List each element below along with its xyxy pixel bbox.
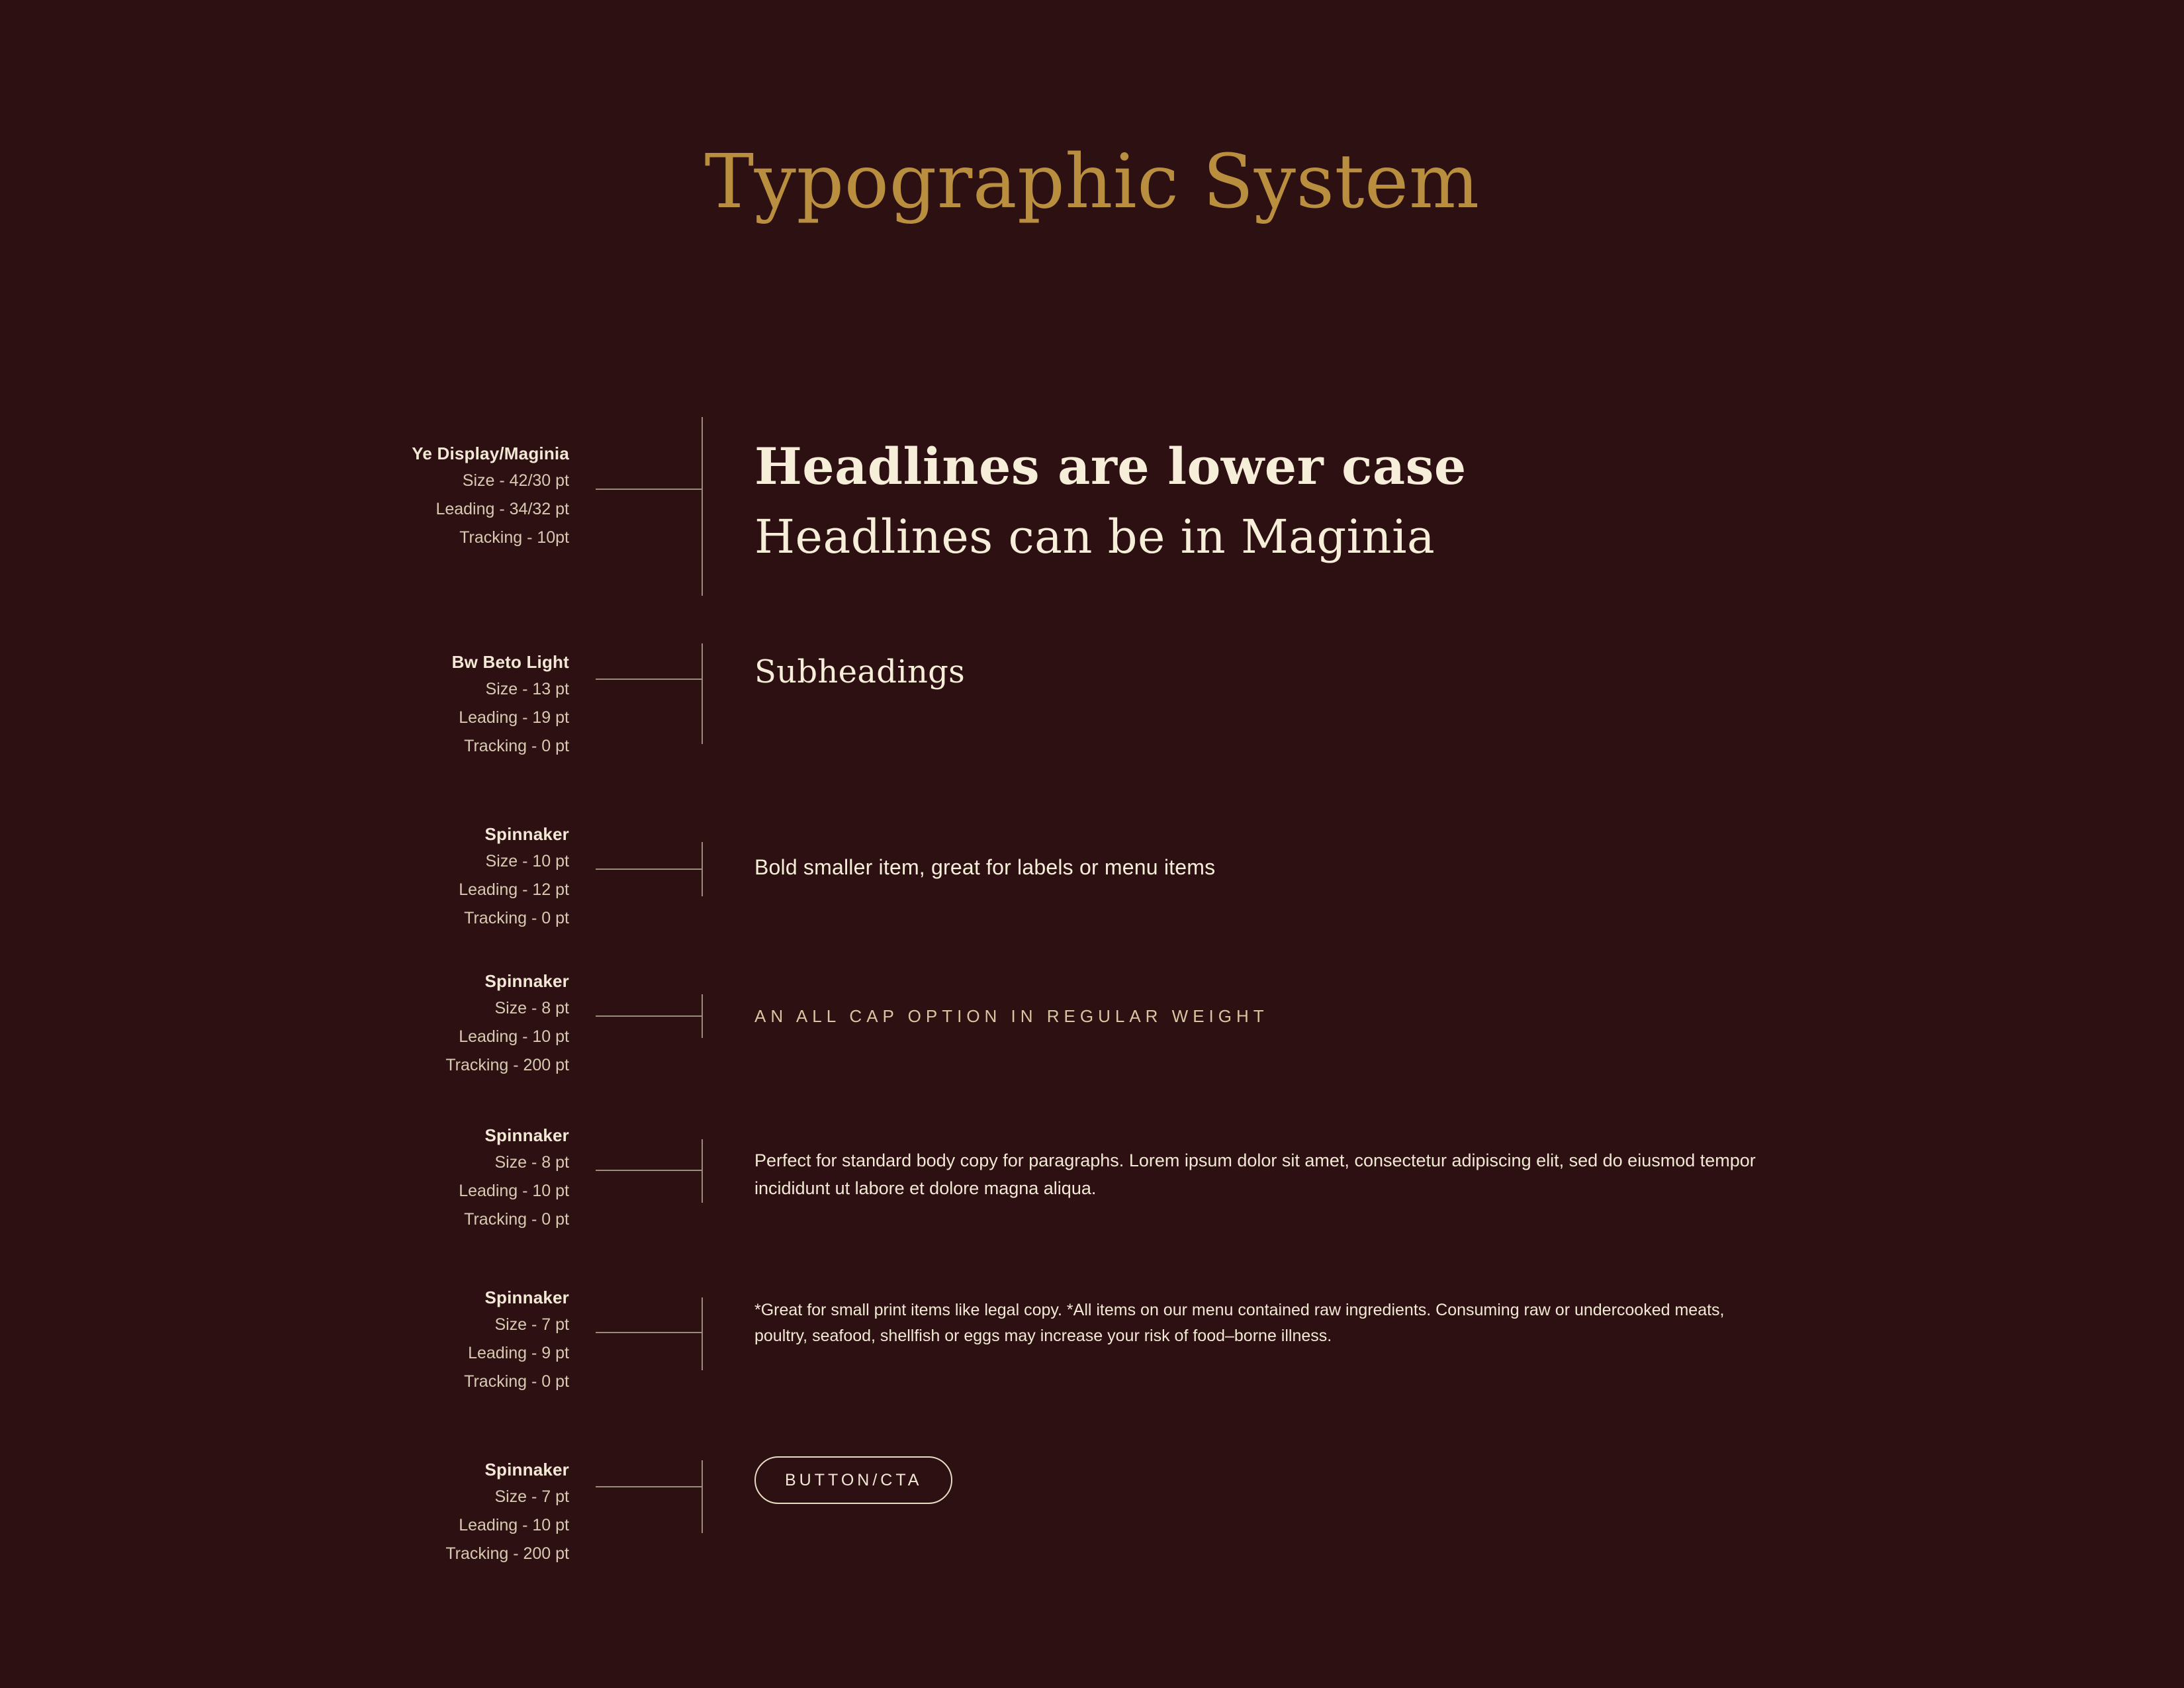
spec-leading: Leading - 10 pt	[459, 1027, 569, 1047]
sample-group	[754, 821, 1840, 880]
sample-group	[754, 437, 1840, 564]
sample-label-text: Bold smaller item, great for labels or menu items	[754, 855, 1216, 879]
sample-headline-maginia: Headlines can be in Maginia	[754, 509, 1435, 564]
spec-size: Size - 10 pt	[485, 852, 569, 871]
page-title: Typographic System	[704, 139, 1480, 225]
spec-block	[318, 968, 569, 1080]
spec-block	[318, 649, 569, 761]
sample-group	[754, 968, 1840, 1027]
sample-group	[754, 1284, 1840, 1349]
sample-allcaps-text: AN ALL CAP OPTION IN REGULAR WEIGHT	[754, 1006, 1269, 1026]
sample-group	[754, 649, 1840, 690]
spec-size: Size - 8 pt	[494, 1153, 569, 1172]
spec-size: Size - 8 pt	[494, 999, 569, 1018]
spec-font-name: Bw Beto Light	[451, 652, 569, 672]
spec-font-name: Spinnaker	[484, 971, 569, 991]
sample-subheading: Subheadings	[754, 653, 966, 690]
spec-leading: Leading - 19 pt	[459, 708, 569, 727]
sample-group	[754, 1122, 1840, 1203]
spec-font-name: Spinnaker	[484, 1288, 569, 1307]
spec-tracking: Tracking - 200 pt	[445, 1056, 569, 1075]
spec-font-name: Spinnaker	[484, 1125, 569, 1145]
spec-font-name: Spinnaker	[484, 824, 569, 844]
spec-block	[318, 821, 569, 933]
spec-leading: Leading - 10 pt	[459, 1516, 569, 1535]
spec-block	[318, 1456, 569, 1568]
spec-tracking: Tracking - 10pt	[459, 528, 569, 547]
spec-tracking: Tracking - 0 pt	[464, 909, 569, 928]
spec-tracking: Tracking - 200 pt	[445, 1544, 569, 1564]
spec-leading: Leading - 9 pt	[468, 1344, 569, 1363]
spec-size: Size - 42/30 pt	[462, 471, 569, 491]
spec-font-name: Ye Display/Maginia	[412, 444, 569, 463]
spec-leading: Leading - 12 pt	[459, 880, 569, 900]
spec-block	[318, 1284, 569, 1396]
button-cta[interactable]: BUTTON/CTA	[754, 1456, 952, 1504]
spec-font-name: Spinnaker	[484, 1460, 569, 1479]
spec-block	[318, 1122, 569, 1234]
spec-leading: Leading - 10 pt	[459, 1182, 569, 1201]
spec-size: Size - 13 pt	[485, 680, 569, 699]
spec-tracking: Tracking - 0 pt	[464, 1372, 569, 1391]
spec-size: Size - 7 pt	[494, 1487, 569, 1507]
sample-body-text: Perfect for standard body copy for paragraphs. Lorem ipsum dolor sit amet, consectetur adipiscing elit, sed do eiusmod tempor incididunt ut labore et dolore magna aliqua.	[754, 1150, 1756, 1198]
spec-leading: Leading - 34/32 pt	[435, 500, 569, 519]
sample-headline-display: Headlines are lower case	[754, 437, 1467, 496]
spec-tracking: Tracking - 0 pt	[464, 737, 569, 756]
spec-size: Size - 7 pt	[494, 1315, 569, 1335]
spec-block	[318, 440, 569, 552]
sample-legal-text: *Great for small print items like legal copy. *All items on our menu contained raw ingredients. Consuming raw or undercooked meats, poultry, seafood, shellfish or eggs may increase your risk of food–borne illness.	[754, 1301, 1725, 1345]
sample-group	[754, 1456, 1840, 1504]
spec-tracking: Tracking - 0 pt	[464, 1210, 569, 1229]
